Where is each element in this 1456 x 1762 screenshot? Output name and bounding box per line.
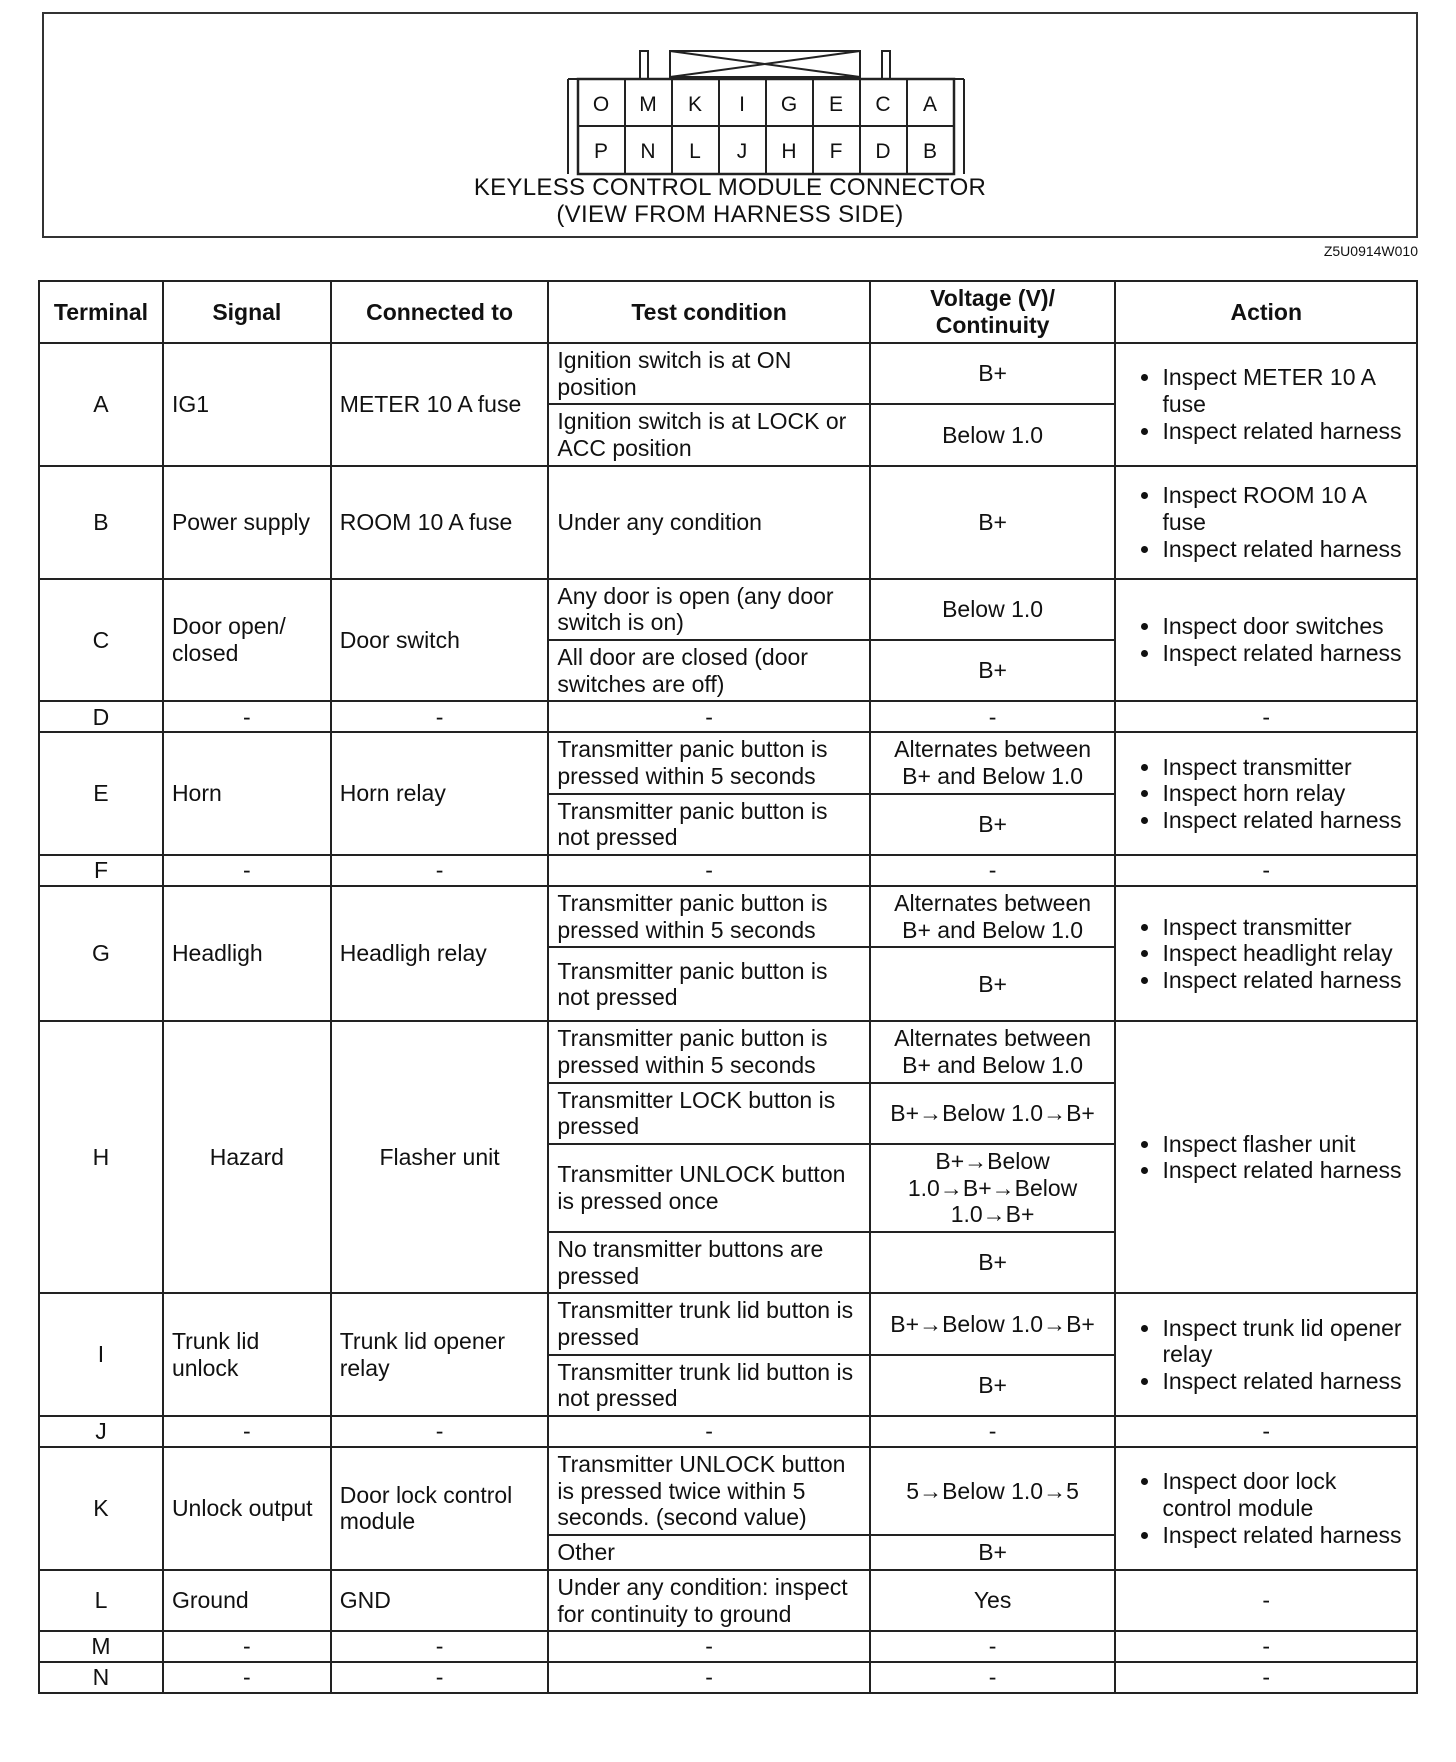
table-row [39, 466, 1417, 579]
table-row [39, 579, 1417, 640]
connector-title: KEYLESS CONTROL MODULE CONNECTOR [473, 174, 987, 201]
action-item: • Inspect related harness [1162, 1157, 1408, 1184]
terminal-cell: D [39, 701, 163, 732]
test-condition-cell: Transmitter panic button is pressed within 5 seconds [548, 732, 869, 793]
voltage-cell: - [870, 1631, 1116, 1662]
table-row [39, 886, 1417, 947]
test-condition-cell: Transmitter panic button is not pressed [548, 947, 869, 1021]
table-header-row [39, 281, 1417, 343]
table-row [39, 855, 1417, 886]
voltage-cell: - [870, 1662, 1116, 1693]
connected-cell: - [331, 701, 549, 732]
action-item: • Inspect related harness [1162, 967, 1408, 994]
action-item: • Inspect related harness [1162, 418, 1408, 445]
header-action: Action [1115, 281, 1417, 343]
voltage-cell: B+ [870, 947, 1116, 1021]
voltage-cell: Below 1.0 [870, 404, 1116, 465]
table-row [39, 1662, 1417, 1693]
action-item: • Inspect ROOM 10 A fuse [1162, 482, 1408, 535]
terminal-cell: I [39, 1293, 163, 1416]
signal-cell: IG1 [163, 343, 331, 466]
voltage-cell: B+ [870, 1535, 1116, 1570]
signal-cell: Hazard [163, 1021, 331, 1293]
terminal-cell: J [39, 1416, 163, 1447]
connected-cell: Flasher unit [331, 1021, 549, 1293]
connected-cell: - [331, 1416, 549, 1447]
voltage-cell: Alternates between B+ and Below 1.0 [870, 1021, 1116, 1082]
action-cell [1115, 1021, 1417, 1293]
connector-tab-left [640, 51, 648, 79]
connected-cell: - [331, 1662, 549, 1693]
test-condition-cell: - [548, 1416, 869, 1447]
connected-cell: - [331, 1631, 549, 1662]
action-cell [1115, 886, 1417, 1021]
action-cell [1115, 1293, 1417, 1416]
terminal-cell: L [39, 1570, 163, 1631]
test-condition-cell: Under any condition: inspect for continuity to ground [548, 1570, 869, 1631]
test-condition-cell: Ignition switch is at LOCK or ACC position [548, 404, 869, 465]
action-item: • Inspect related harness [1162, 536, 1408, 563]
test-condition-cell: - [548, 701, 869, 732]
connector-diagram [42, 12, 1418, 238]
signal-cell: Trunk lid unlock [163, 1293, 331, 1416]
test-condition-cell: Transmitter panic button is pressed within 5 seconds [548, 886, 869, 947]
test-condition-cell: Other [548, 1535, 869, 1570]
voltage-cell: B+ [870, 640, 1116, 701]
table-row [39, 1631, 1417, 1662]
connected-cell: METER 10 A fuse [331, 343, 549, 466]
pin-label: I [739, 93, 745, 116]
terminal-cell: M [39, 1631, 163, 1662]
voltage-cell: B+→Below 1.0→B+ [870, 1293, 1116, 1354]
test-condition-cell: - [548, 1631, 869, 1662]
action-cell [1115, 343, 1417, 466]
signal-cell: Door open/ closed [163, 579, 331, 702]
pin-label: B [922, 140, 938, 163]
action-item: • Inspect door lock control module [1162, 1468, 1408, 1521]
voltage-cell: B+ [870, 343, 1116, 404]
test-condition-cell: Ignition switch is at ON position [548, 343, 869, 404]
signal-cell: - [163, 1662, 331, 1693]
pin-label: G [780, 93, 798, 116]
voltage-cell: 5→Below 1.0→5 [870, 1447, 1116, 1535]
signal-cell: - [163, 701, 331, 732]
pin-label: E [828, 93, 844, 116]
table-row [39, 1416, 1417, 1447]
terminal-cell: A [39, 343, 163, 466]
terminal-cell: C [39, 579, 163, 702]
voltage-cell: B+ [870, 1232, 1116, 1293]
voltage-cell: B+ [870, 794, 1116, 855]
action-cell: - [1115, 1631, 1417, 1662]
terminal-cell: K [39, 1447, 163, 1570]
table-row [39, 1293, 1417, 1354]
pin-label: C [875, 93, 891, 116]
voltage-cell: - [870, 855, 1116, 886]
action-item: • Inspect flasher unit [1162, 1131, 1408, 1158]
table-row [39, 343, 1417, 404]
voltage-cell: B+→Below 1.0→B+→Below 1.0→B+ [870, 1144, 1116, 1232]
connector-drawing [564, 36, 974, 176]
action-cell: - [1115, 1570, 1417, 1631]
terminal-cell: E [39, 732, 163, 855]
connector-tab-right [882, 51, 890, 79]
test-condition-cell: Any door is open (any door switch is on) [548, 579, 869, 640]
figure-reference-code: Z5U0914W010 [1323, 243, 1418, 259]
action-cell [1115, 732, 1417, 855]
action-cell [1115, 1447, 1417, 1570]
action-cell [1115, 466, 1417, 579]
action-item: • Inspect transmitter [1162, 754, 1408, 781]
action-item: • Inspect door switches [1162, 613, 1408, 640]
signal-cell: Headligh [163, 886, 331, 1021]
header-test-condition: Test condition [548, 281, 869, 343]
connected-cell: Door switch [331, 579, 549, 702]
terminal-cell: B [39, 466, 163, 579]
voltage-cell: - [870, 701, 1116, 732]
action-item: • Inspect related harness [1162, 640, 1408, 667]
action-cell: - [1115, 1662, 1417, 1693]
header-voltage: Voltage (V)/ Continuity [870, 281, 1116, 343]
test-condition-cell: Transmitter panic button is pressed within 5 seconds [548, 1021, 869, 1082]
test-condition-cell: - [548, 855, 869, 886]
action-item: • Inspect transmitter [1162, 914, 1408, 941]
table-row [39, 1447, 1417, 1535]
table-row [39, 1021, 1417, 1082]
action-item: • Inspect trunk lid opener relay [1162, 1315, 1408, 1368]
signal-cell: - [163, 1416, 331, 1447]
voltage-cell: Alternates between B+ and Below 1.0 [870, 732, 1116, 793]
action-item: • Inspect METER 10 A fuse [1162, 364, 1408, 417]
connected-cell: - [331, 855, 549, 886]
table-row [39, 732, 1417, 793]
signal-cell: Ground [163, 1570, 331, 1631]
connected-cell: GND [331, 1570, 549, 1631]
voltage-cell: - [870, 1416, 1116, 1447]
test-condition-cell: Transmitter UNLOCK button is pressed twice within 5 seconds. (second value) [548, 1447, 869, 1535]
pin-label: J [736, 140, 748, 163]
test-condition-cell: No transmitter buttons are pressed [548, 1232, 869, 1293]
table-row [39, 701, 1417, 732]
pin-label: K [687, 93, 703, 116]
test-condition-cell: Transmitter LOCK button is pressed [548, 1083, 869, 1144]
signal-cell: - [163, 855, 331, 886]
voltage-cell: B+ [870, 1355, 1116, 1416]
signal-cell: - [163, 1631, 331, 1662]
table-row [39, 1570, 1417, 1631]
pin-label: H [781, 140, 797, 163]
voltage-cell: B+→Below 1.0→B+ [870, 1083, 1116, 1144]
connected-cell: Headligh relay [331, 886, 549, 1021]
header-connected-to: Connected to [331, 281, 549, 343]
connected-cell: Horn relay [331, 732, 549, 855]
test-condition-cell: Transmitter UNLOCK button is pressed once [548, 1144, 869, 1232]
test-condition-cell: Transmitter panic button is not pressed [548, 794, 869, 855]
pin-label: M [639, 93, 657, 116]
test-condition-cell: - [548, 1662, 869, 1693]
connected-cell: Door lock control module [331, 1447, 549, 1570]
header-terminal: Terminal [39, 281, 163, 343]
pin-label: N [640, 140, 656, 163]
signal-cell: Horn [163, 732, 331, 855]
action-item: • Inspect related harness [1162, 1522, 1408, 1549]
connector-subtitle: (VIEW FROM HARNESS SIDE) [556, 201, 904, 228]
voltage-cell: Below 1.0 [870, 579, 1116, 640]
action-cell: - [1115, 701, 1417, 732]
terminal-cell: F [39, 855, 163, 886]
pin-label: D [875, 140, 891, 163]
action-cell: - [1115, 1416, 1417, 1447]
test-condition-cell: Under any condition [548, 466, 869, 579]
voltage-cell: Alternates between B+ and Below 1.0 [870, 886, 1116, 947]
action-cell: - [1115, 855, 1417, 886]
pin-label: L [689, 140, 701, 163]
action-item: • Inspect related harness [1162, 807, 1408, 834]
pin-label: O [592, 93, 610, 116]
signal-cell: Power supply [163, 466, 331, 579]
pin-label: A [922, 93, 938, 116]
test-condition-cell: Transmitter trunk lid button is pressed [548, 1293, 869, 1354]
terminal-spec-table [38, 280, 1418, 1694]
connected-cell: Trunk lid opener relay [331, 1293, 549, 1416]
action-item: • Inspect horn relay [1162, 780, 1408, 807]
action-item: • Inspect headlight relay [1162, 940, 1408, 967]
header-signal: Signal [163, 281, 331, 343]
terminal-cell: H [39, 1021, 163, 1293]
voltage-cell: Yes [870, 1570, 1116, 1631]
terminal-cell: G [39, 886, 163, 1021]
pin-label: F [829, 140, 843, 163]
signal-cell: Unlock output [163, 1447, 331, 1570]
test-condition-cell: All door are closed (door switches are off) [548, 640, 869, 701]
terminal-cell: N [39, 1662, 163, 1693]
action-cell [1115, 579, 1417, 702]
action-item: • Inspect related harness [1162, 1368, 1408, 1395]
test-condition-cell: Transmitter trunk lid button is not pressed [548, 1355, 869, 1416]
pin-label: P [593, 140, 609, 163]
voltage-cell: B+ [870, 466, 1116, 579]
connected-cell: ROOM 10 A fuse [331, 466, 549, 579]
